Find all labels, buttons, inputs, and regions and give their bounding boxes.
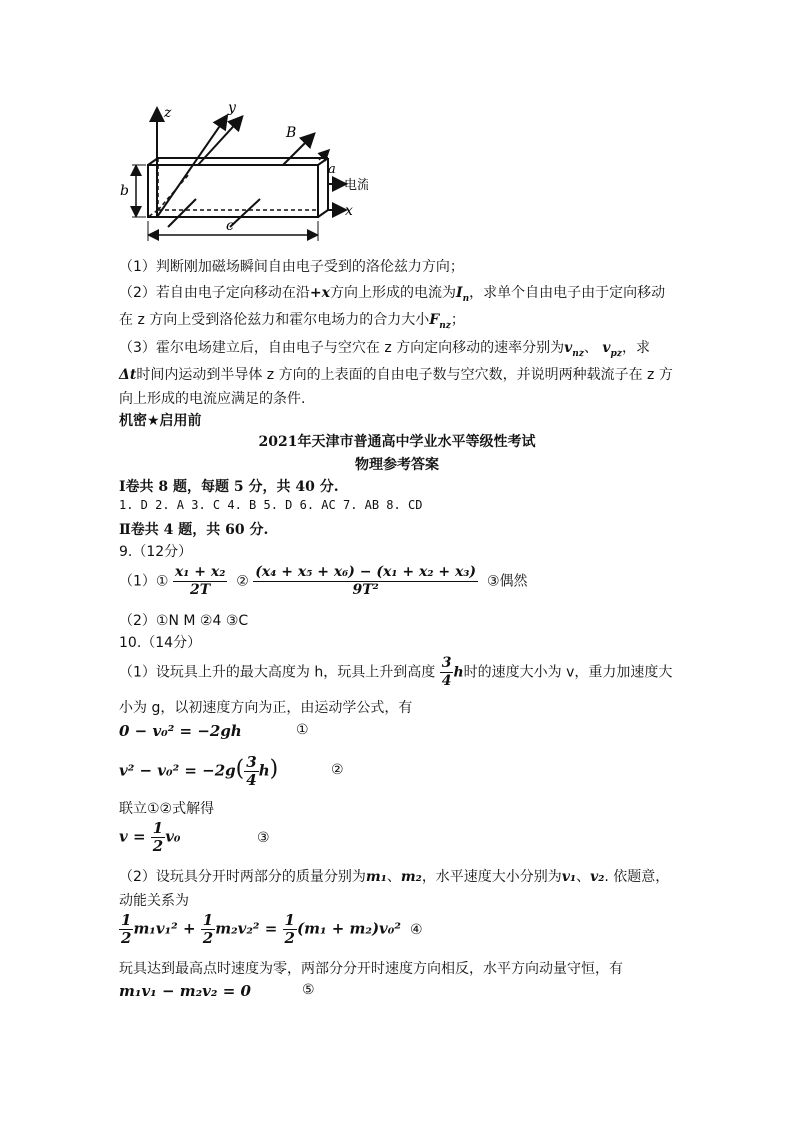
equation-1-marker: ① xyxy=(296,722,309,738)
equation-4-marker: ④ xyxy=(410,922,423,938)
answer-subtitle: 物理参考答案 xyxy=(355,457,439,473)
b-dimension-label: b xyxy=(120,183,129,199)
question-part-1: （1）判断刚加磁场瞬间自由电子受到的洛伦兹力方向； xyxy=(119,259,464,275)
z-axis-label: z xyxy=(164,105,172,121)
q9-part-1: （1）① $\frac{\text{x₁ + x₂}}{2T}$ ② $\frac{\text{(x₄ + x₅ + x₆) − (x₁ + x₂ + x₃)}}{\text{9T²}}$ ③偶然 xyxy=(119,564,528,598)
q10-part-2-line-2: 动能关系为 xyxy=(119,893,189,909)
b-field-line xyxy=(230,199,260,227)
hall-effect-figure xyxy=(118,95,368,245)
q9-fraction-2: $\frac{\text{(x₄ + x₅ + x₆) − (x₁ + x₂ + x₃)}}{\text{9T²}}$ xyxy=(255,564,477,598)
q9-heading: 9.（12分） xyxy=(119,544,193,560)
three-quarters-fraction: $\frac{3}{4}$ xyxy=(441,655,452,689)
q9-fraction-1: $\frac{\text{x₁ + x₂}}{2T}$ xyxy=(174,564,226,598)
x-axis-label: x xyxy=(345,203,353,219)
y-axis-line xyxy=(157,117,226,217)
q10-part-2-line-1: （2）设玩具分开时两部分的质量分别为m₁、m₂，水平速度大小分别为v₁、v₂. 依题意， xyxy=(119,869,670,885)
figure-svg xyxy=(118,95,368,245)
question-part-3-line-3: 向上形成的电流应满足的条件. xyxy=(119,391,306,407)
question-part-2-line-2: 在 z 方向上受到洛伦兹力和霍尔电场力的合力大小$F_{nz}$； xyxy=(119,312,465,331)
combine-text: 联立①②式解得 xyxy=(119,801,215,817)
equation-5-marker: ⑤ xyxy=(302,982,315,998)
equation-3-marker: ③ xyxy=(257,830,270,846)
question-part-3-line-2: Δt时间内运动到半导体 z 方向的上表面的自由电子数与空穴数，并说明两种载流子在 z 方 xyxy=(119,367,673,383)
equation-2: v² − v₀² = −2g( $\frac{3}{4}$ h) xyxy=(119,753,279,789)
b-field-line xyxy=(168,199,196,227)
y-axis-label: y xyxy=(228,100,236,116)
equation-4: $\frac{1}{2}$ m₁v₁² + $\frac{1}{2}$ m₂v₂² = $\frac{1}{2}$ (m₁ + m₂)v₀² xyxy=(121,911,401,947)
question-part-2-line-1: （2）若自由电子定向移动在沿+x方向上形成的电流为$I_n$，求单个自由电子由于定向移动 xyxy=(119,285,666,304)
q10-heading: 10.（14分） xyxy=(119,635,202,651)
q10-part-1-line-2: 小为 g，以初速度方向为正，由运动学公式，有 xyxy=(119,700,413,716)
b-field-label: B xyxy=(286,125,297,141)
answer-title: 2021年天津市普通高中学业水平等级性考试 xyxy=(258,434,536,450)
equation-1: 0 − v₀² = −2gh xyxy=(119,722,242,740)
equation-5: m₁v₁ − m₂v₂ = 0 xyxy=(119,982,251,1000)
section-1-heading: Ⅰ卷共 8 题，每题 5 分，共 40 分. xyxy=(119,479,339,495)
section-2-heading: Ⅱ卷共 4 题，共 60 分. xyxy=(119,522,269,538)
current-label: 电流 xyxy=(344,178,368,193)
question-part-3-line-1: （3）霍尔电场建立后，自由电子与空穴在 z 方向定向移动的速率分别为$v_{nz}$、 $v_{pz}$，求 xyxy=(119,340,650,359)
q10-part-3: 玩具达到最高点时速度为零，两部分分开时速度方向相反，水平方向动量守恒，有 xyxy=(119,961,623,977)
q9-part-2: （2）①N M ②4 ③C xyxy=(119,613,249,629)
confidential-label: 机密★启用前 xyxy=(119,413,202,429)
q10-part-1-line-1: （1）设玩具上升的最大高度为 h，玩具上升到高度 $\frac{3}{4}$ h时的速度大小为 v，重力加速度大 xyxy=(119,655,673,689)
multiple-choice-answers: 1. D 2. A 3. C 4. B 5. D 6. AC 7. AB 8. CD xyxy=(119,498,423,512)
equation-3: v = $\frac{1}{2}$ v₀ xyxy=(119,819,181,855)
equation-2-marker: ② xyxy=(331,762,344,778)
c-dimension-label: c xyxy=(226,218,234,234)
a-dimension-label: a xyxy=(328,162,336,177)
